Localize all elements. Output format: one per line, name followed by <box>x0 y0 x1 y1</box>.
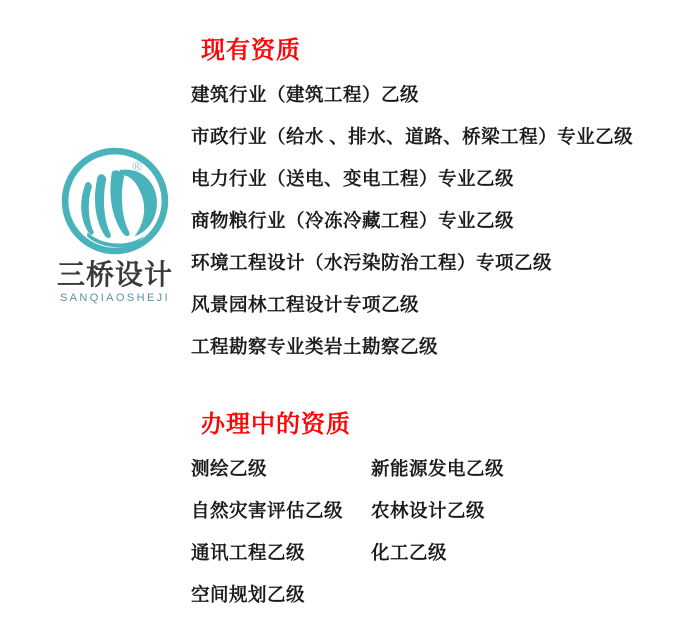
registered-trademark-icon: ® <box>132 158 142 174</box>
qualification-item: 工程勘察专业类岩土勘察乙级 <box>191 338 439 358</box>
qualification-item: 自然灾害评估乙级 <box>191 502 344 522</box>
qualification-item: 化工乙级 <box>371 544 448 564</box>
in-progress-qualifications-heading: 办理中的资质 <box>201 412 351 438</box>
qualification-item: 农林设计乙级 <box>371 502 486 522</box>
qualification-item: 商物粮行业（冷冻冷藏工程）专业乙级 <box>191 212 515 232</box>
wave-logo-icon <box>60 146 170 256</box>
qualification-item: 电力行业（送电、变电工程）专业乙级 <box>191 170 515 190</box>
logo-subtitle: SANQIAOSHEJI <box>59 292 171 304</box>
qualification-item: 测绘乙级 <box>191 460 268 480</box>
qualification-item: 市政行业（给水 、排水、道路、桥梁工程）专业乙级 <box>191 128 634 148</box>
qualification-item: 通讯工程乙级 <box>191 544 306 564</box>
qualification-item: 风景园林工程设计专项乙级 <box>191 296 420 316</box>
logo-title: 三桥设计 <box>56 259 173 290</box>
qualification-item: 空间规划乙级 <box>191 586 306 606</box>
qualification-item: 新能源发电乙级 <box>371 460 505 480</box>
company-logo <box>55 146 175 305</box>
qualification-item: 建筑行业（建筑工程）乙级 <box>191 86 420 106</box>
existing-qualifications-heading: 现有资质 <box>201 38 301 64</box>
qualification-item: 环境工程设计（水污染防治工程）专项乙级 <box>191 254 553 274</box>
